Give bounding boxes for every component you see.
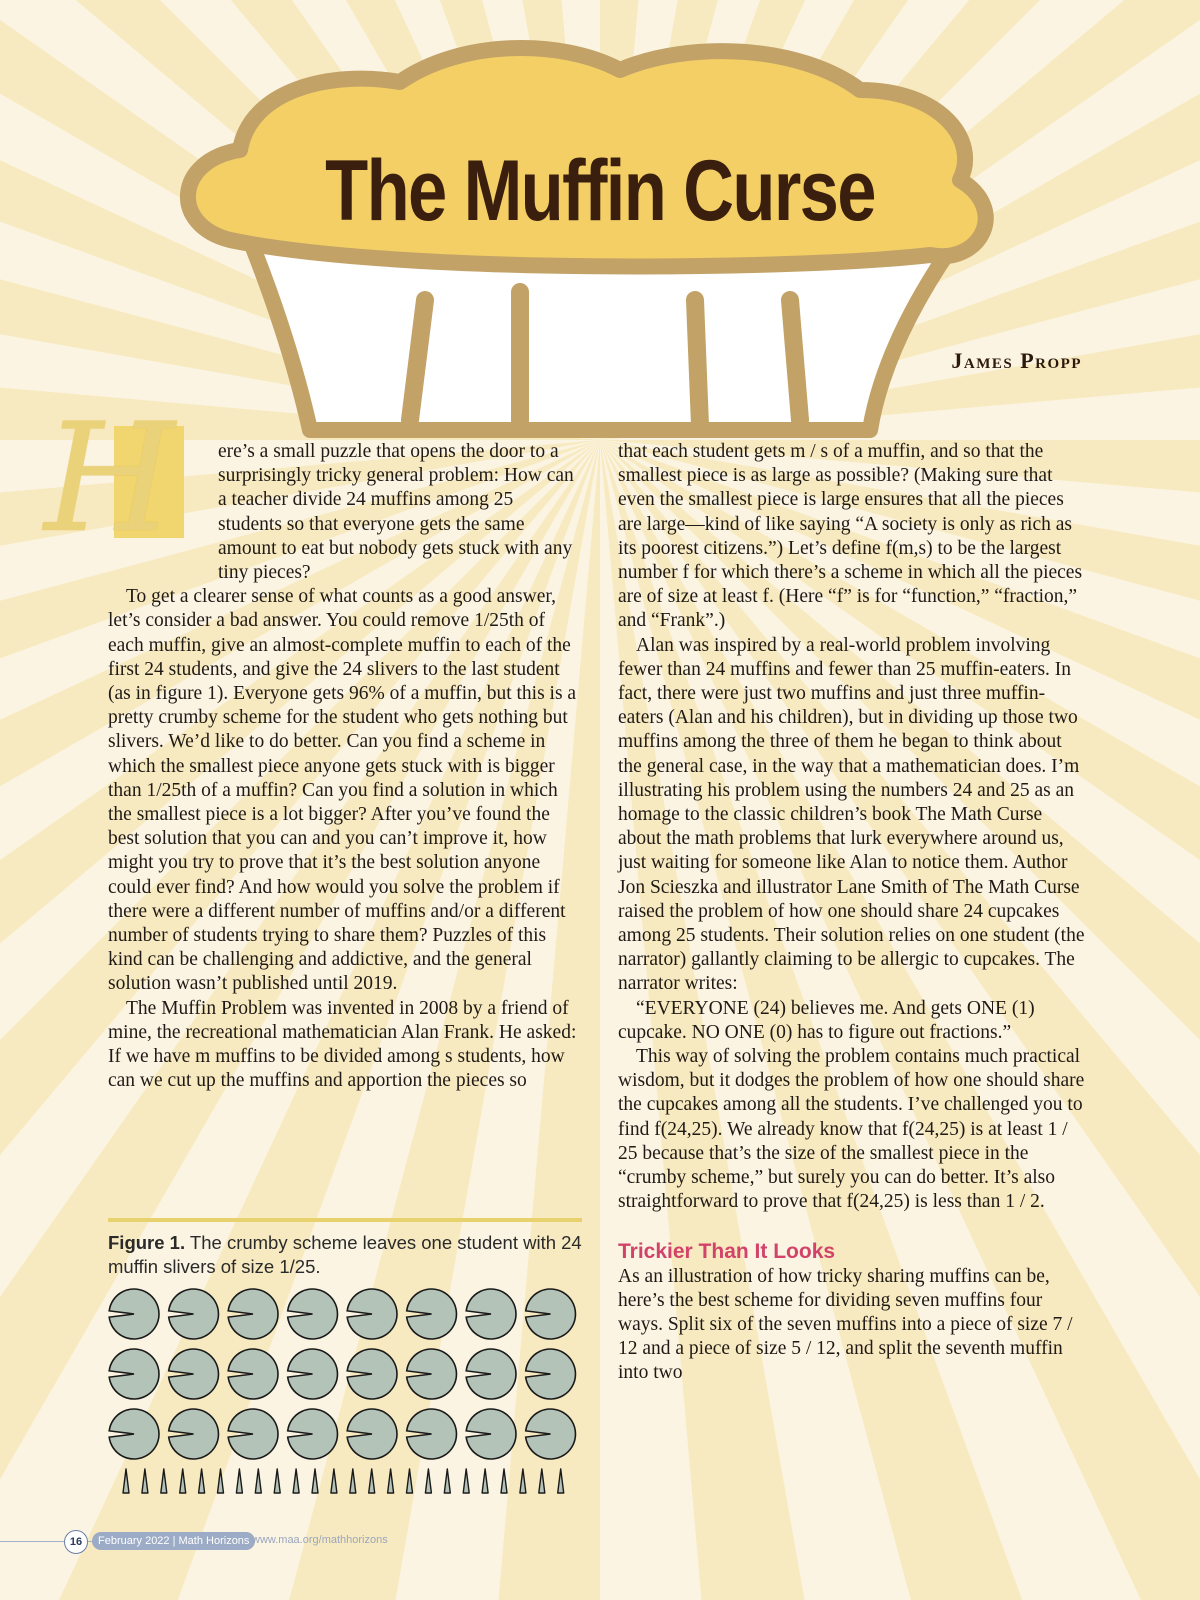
muffin-sliver [199, 1469, 205, 1493]
muffin-circle [347, 1409, 397, 1459]
issue-label: February 2022 | Math Horizons [92, 1532, 255, 1550]
muffin-circle [228, 1289, 278, 1339]
left-column [44, 392, 578, 1093]
muffin-sliver [236, 1469, 242, 1493]
muffin-circle [169, 1409, 219, 1459]
muffin-circle [526, 1409, 576, 1459]
muffin-sliver [255, 1469, 261, 1493]
muffin-sliver [539, 1469, 545, 1493]
muffin-sliver [180, 1469, 186, 1493]
muffin-sliver [463, 1469, 469, 1493]
left-paragraph-2: To get a clearer sense of what counts as a good answer, let’s consider a bad answer. You could remove 1/25th of each muffin, give an almost-complete muffin to each of the first 24 students, and give the 24 slivers to the last student (as in figure 1). Everyone gets 96% of a muffin, but this is a pretty crumby scheme for the student who gets nothing but slivers. We’d like to do better. Can you find a scheme in which the smallest piece anyone gets stuck with is bigger than 1/25th of a muffin? Can you find a solution in which the smallest piece is a lot bigger? After you’ve found the best solution that you can and you can’t improve it, how might you try to prove that it’s the best solution anyone could ever find? And how would you solve the problem if there were a different number of muffins and/or a different number of students trying to share them? Puzzles of this kind can be challenging and addictive, and the general solution wasn’t published until 2019. [108, 586, 577, 995]
muffin-circle [466, 1409, 516, 1459]
muffin-sliver [123, 1469, 129, 1493]
muffin-circle [288, 1289, 338, 1339]
muffin-circle [288, 1349, 338, 1399]
muffin-sliver [350, 1469, 356, 1493]
figure-caption-text: The crumby scheme leaves one student with 24 muffin slivers of size 1/25. [108, 1232, 582, 1277]
article-author: James Propp [951, 348, 1082, 373]
muffin-circle [109, 1289, 159, 1339]
right-paragraph-4: This way of solving the problem contains much practical wisdom, but it dodges the problem of how one should share the cupcakes among all the students. I’ve challenged you to find f(24,25). We already know that f(24,25) is at least 1 / 25 because that’s the size of the smallest piece in the “crumby scheme,” but surely you can do better. It’s also straightforward to prove that f(24,25) is less than 1 / 2. [618, 1046, 1085, 1213]
muffin-circle [228, 1349, 278, 1399]
muffin-circle [228, 1409, 278, 1459]
right-paragraph-1: that each student gets m / s of a muffin, and so that the smallest piece is as large as possible? (Making sure that even the smallest piece is large ensures that all the pieces are large—kind of like saying “A society is only as rich as its poorest citizens.”) Let’s define f(m,s) to be the largest number f for which there’s a scheme in which all the pieces are of size at least f. (Here “f” is for “function,” “fraction,” and “Frank”.) [618, 441, 1083, 632]
muffin-circle [288, 1409, 338, 1459]
right-paragraph-5: As an illustration of how tricky sharing muffins can be, here’s the best scheme for dividing seven muffins four ways. Split six of the seven muffins into a piece of size 7 / 12 and a piece of size 5 / 12, and split the seventh muffin into two [618, 1265, 1073, 1384]
section-subhead: Trickier Than It Looks [618, 1239, 836, 1263]
left-paragraph-3: The Muffin Problem was invented in 2008 by a friend of mine, the recreational mathematician Alan Frank. He asked: If we have m muffins to be divided among s students, how can we cut up the muffins and apportion the pieces so [108, 997, 577, 1092]
page-footer [0, 1524, 1200, 1560]
muffin-circle [407, 1289, 457, 1339]
muffin-sliver [142, 1469, 148, 1493]
muffin-sliver [312, 1469, 318, 1493]
cup-ridge-3 [695, 300, 700, 425]
right-paragraph-3: “EVERYONE (24) believes me. And gets ONE (1) cupcake. NO ONE (0) has to figure out fractions.” [618, 997, 1035, 1043]
dropcap-letter: H [44, 392, 175, 566]
muffin-circle [526, 1349, 576, 1399]
muffin-sliver [407, 1469, 413, 1493]
article-title: The Muffin Curse [325, 143, 875, 239]
right-paragraph-2: Alan was inspired by a real-world problem involving fewer than 24 muffins and fewer than 25 muffin-eaters. In fact, there were just two muffins and just three muffin-eaters (Alan and his children), but in dividing up those two muffins among the three of them he began to think about the general case, in the way that a mathematician does. I’m illustrating his problem using the numbers 24 and 25 as an homage to the classic children’s book The Math Curse about the math problems that lurk everywhere around us, just waiting for someone like Alan to notice them. Author Jon Scieszka and illustrator Lane Smith of The Math Curse raised the problem of how one should share 24 cupcakes among 25 students. Their solution relies on one student (the narrator) gallantly claiming to be allergic to cupcakes. The narrator writes: [618, 634, 1085, 995]
muffin-circle [407, 1409, 457, 1459]
muffin-sliver [444, 1469, 450, 1493]
muffin-sliver [161, 1469, 167, 1493]
muffin-sliver [520, 1469, 526, 1493]
muffin-sliver [369, 1469, 375, 1493]
muffin-sliver [293, 1469, 299, 1493]
muffin-circle [407, 1349, 457, 1399]
footer-url: www.maa.org/mathhorizons [252, 1534, 388, 1546]
muffin-circle [526, 1289, 576, 1339]
muffin-circle [169, 1289, 219, 1339]
muffin-circle [466, 1289, 516, 1339]
muffin-sliver [388, 1469, 394, 1493]
muffin-circle [347, 1289, 397, 1339]
muffin-sliver [482, 1469, 488, 1493]
muffin-circle [109, 1409, 159, 1459]
figure-muffins [104, 1286, 588, 1506]
page-number: 16 [64, 1530, 88, 1554]
cup-ridge-4 [790, 300, 800, 420]
muffin-sliver [331, 1469, 337, 1493]
dropcap [44, 392, 212, 566]
muffin-sliver [274, 1469, 280, 1493]
figure-label: Figure 1. [108, 1232, 186, 1253]
left-paragraph-1: ere’s a small puzzle that opens the door to a surprisingly tricky general problem: How can a teacher divide 24 muffins among 25 students so that everyone gets the same amount to eat but nobody gets stuck with any tiny pieces? [218, 441, 574, 584]
muffin-sliver [218, 1469, 224, 1493]
muffin-sliver [501, 1469, 507, 1493]
muffin-circle [169, 1349, 219, 1399]
muffin-circle [109, 1349, 159, 1399]
muffin-sliver [425, 1469, 431, 1493]
muffin-circle [347, 1349, 397, 1399]
muffin-circle [466, 1349, 516, 1399]
muffin-sliver [558, 1469, 564, 1493]
figure-rule [108, 1218, 582, 1222]
right-column [618, 440, 1088, 1386]
figure-caption [108, 1231, 582, 1279]
